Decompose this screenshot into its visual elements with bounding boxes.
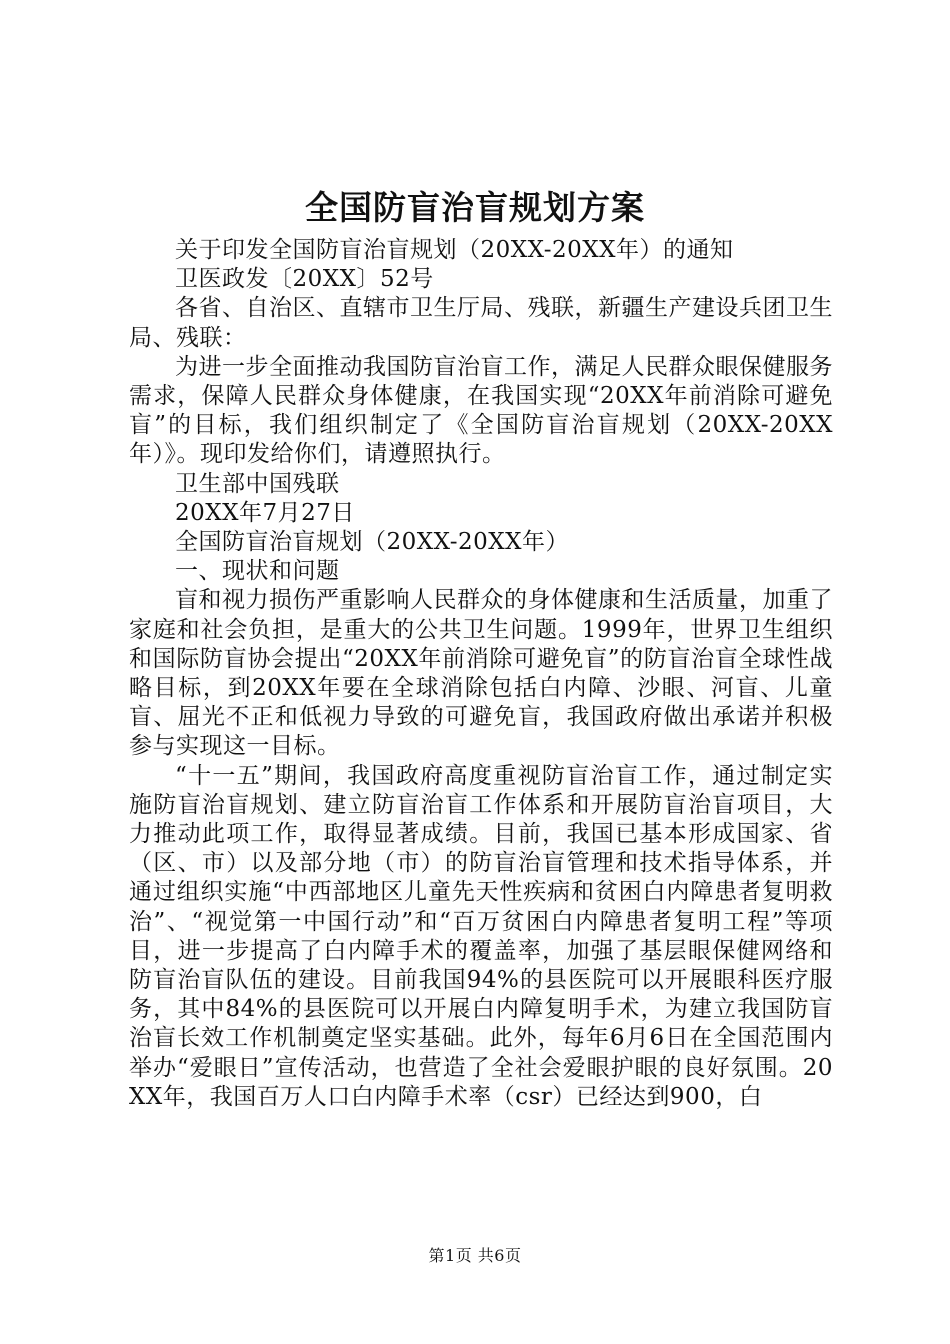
date-line: 20XX年7月27日 <box>175 499 355 526</box>
document-title: 全国防盲治盲规划方案 <box>305 188 645 227</box>
notice-body-paragraph: 为进一步全面推动我国防盲治盲工作，满足人民群众眼保健服务需求，保障人民群众身体健康，在我国实现“20XX年前消除可避免盲”的目标，我们组织制定了《全国防盲治盲规划（20XX-20XX年）》。现印发给你们，请遵照执行。 <box>129 353 833 468</box>
addressee-paragraph: 各省、自治区、直辖市卫生厅局、残联，新疆生产建设兵团卫生局、残联： <box>129 295 833 351</box>
plan-title-line: 全国防盲治盲规划（20XX-20XX年） <box>175 529 569 556</box>
body-paragraph: “十一五”期间，我国政府高度重视防盲治盲工作，通过制定实施防盲治盲规划、建立防盲治盲工作体系和开展防盲治盲项目，大力推动此项工作，取得显著成绩。目前，我国已基本形成国家、省（区、市）以及部分地（市）的防盲治盲管理和技术指导体系，并通过组织实施“中西部地区儿童先天性疾病和贫困白内障患者复明救治”、“视觉第一中国行动”和“百万贫困白内障患者复明工程”等项目，进一步提高了白内障手术的覆盖率，加强了基层眼保健网络和防盲治盲队伍的建设。目前我国94%的县医院可以开展眼科医疗服务，其中84%的县医院可以开展白内障复明手术，为建立我国防盲治盲长效工作机制奠定坚实基础。此外，每年6月6日在全国范围内举办“爱眼日”宣传活动，也营造了全社会爱眼护眼的良好氛围。20XX年，我国百万人口白内障手术率（csr）已经达到900，白 <box>129 762 833 1110</box>
document-body <box>129 236 833 1112</box>
notice-heading: 关于印发全国防盲治盲规划（20XX-20XX年）的通知 <box>175 237 734 263</box>
issuer-line: 卫生部中国残联 <box>175 470 340 497</box>
section-heading: 一、现状和问题 <box>175 558 340 585</box>
document-number: 卫医政发〔20XX〕52号 <box>175 266 434 293</box>
body-paragraph: 盲和视力损伤严重影响人民群众的身体健康和生活质量，加重了家庭和社会负担，是重大的公共卫生问题。1999年，世界卫生组织和国际防盲协会提出“20XX年前消除可避免盲”的防盲治盲全球性战略目标，到20XX年要在全球消除包括白内障、沙眼、河盲、儿童盲、屈光不正和低视力导致的可避免盲，我国政府做出承诺并积极参与实现这一目标。 <box>129 587 833 760</box>
page-number-footer: 第1页 共6页 <box>428 1246 522 1265</box>
